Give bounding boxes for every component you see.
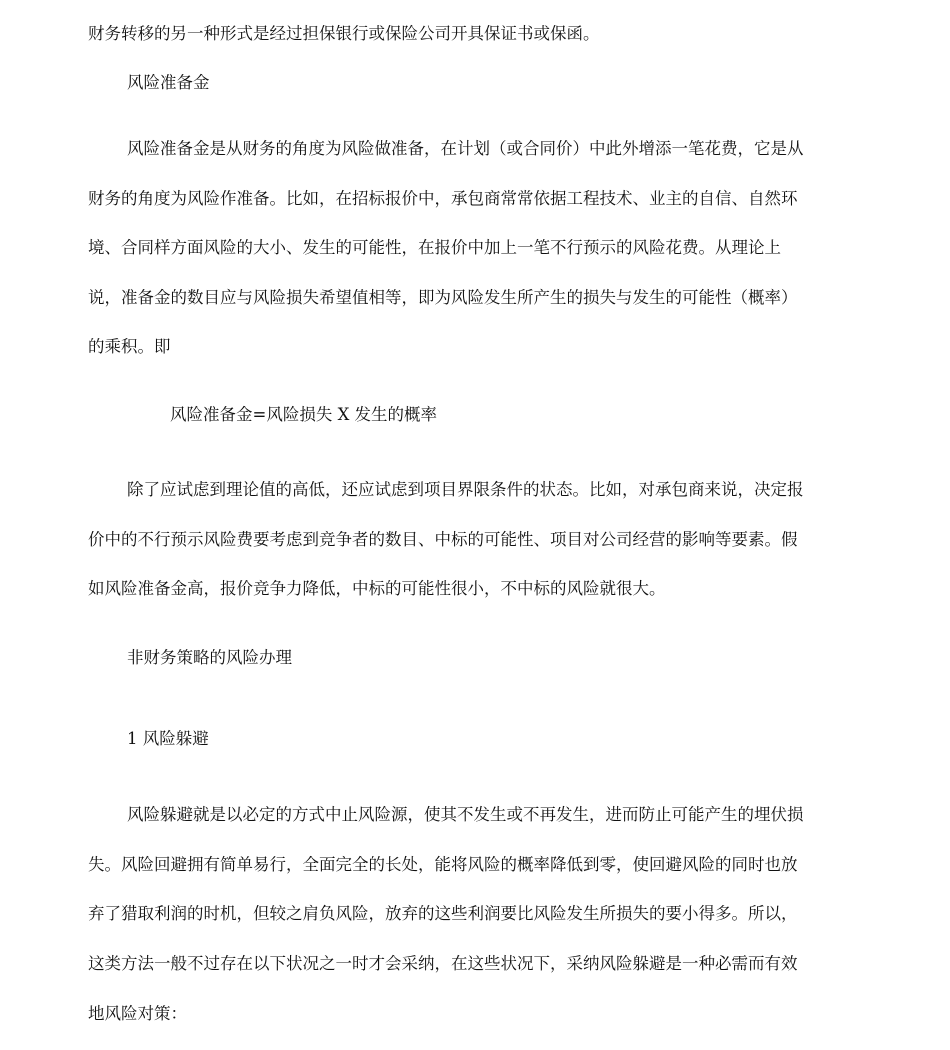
paragraph-line: 地风险对策： <box>88 1004 187 1023</box>
paragraph-line: 风险准备金是从财务的角度为风险做准备，在计划（或合同价）中此外增添一笔花费，它是从 <box>127 139 804 158</box>
paragraph-line: 风险躲避就是以必定的方式中止风险源，使其不发生或不再发生，进而防止可能产生的埋伏损 <box>127 805 804 824</box>
paragraph-line: 失。风险回避拥有简单易行，全面完全的长处，能将风险的概率降低到零，使回避风险的同时也放 <box>88 855 798 874</box>
paragraph-line: 如风险准备金高，报价竞争力降低，中标的可能性很小，不中标的风险就很大。 <box>88 579 666 598</box>
paragraph-line: 除了应试虑到理论值的高低，还应试虑到项目界限条件的状态。比如，对承包商来说，决定报 <box>127 480 804 499</box>
formula-line: 风险准备金=风险损失 X 发生的概率 <box>170 405 438 424</box>
paragraph-line: 这类方法一般不过存在以下状况之一时才会采纳，在这些状况下，采纳风险躲避是一种必需而有效 <box>88 954 798 973</box>
section-heading-reserve: 风险准备金 <box>127 73 210 92</box>
section-heading-nonfinancial: 非财务策略的风险办理 <box>127 648 292 667</box>
text-line: 财务转移的另一种形式是经过担保银行或保险公司开具保证书或保函。 <box>88 24 600 43</box>
section-heading-avoid: 1 风险躲避 <box>127 729 209 748</box>
paragraph-line: 弃了猎取利润的时机，但较之肩负风险，放弃的这些利润要比风险发生所损失的要小得多。所以， <box>88 904 798 923</box>
paragraph-line: 财务的角度为风险作准备。比如，在招标报价中，承包商常常依据工程技术、业主的自信、自然环 <box>88 189 798 208</box>
paragraph-line: 的乘积。即 <box>88 337 171 356</box>
paragraph-line: 境、合同样方面风险的大小、发生的可能性，在报价中加上一笔不行预示的风险花费。从理论上 <box>88 238 781 257</box>
paragraph-line: 说，准备金的数目应与风险损失希望值相等，即为风险发生所产生的损失与发生的可能性（概率） <box>88 288 798 307</box>
paragraph-line: 价中的不行预示风险费要考虑到竞争者的数目、中标的可能性、项目对公司经营的影响等要素。假 <box>88 530 798 549</box>
